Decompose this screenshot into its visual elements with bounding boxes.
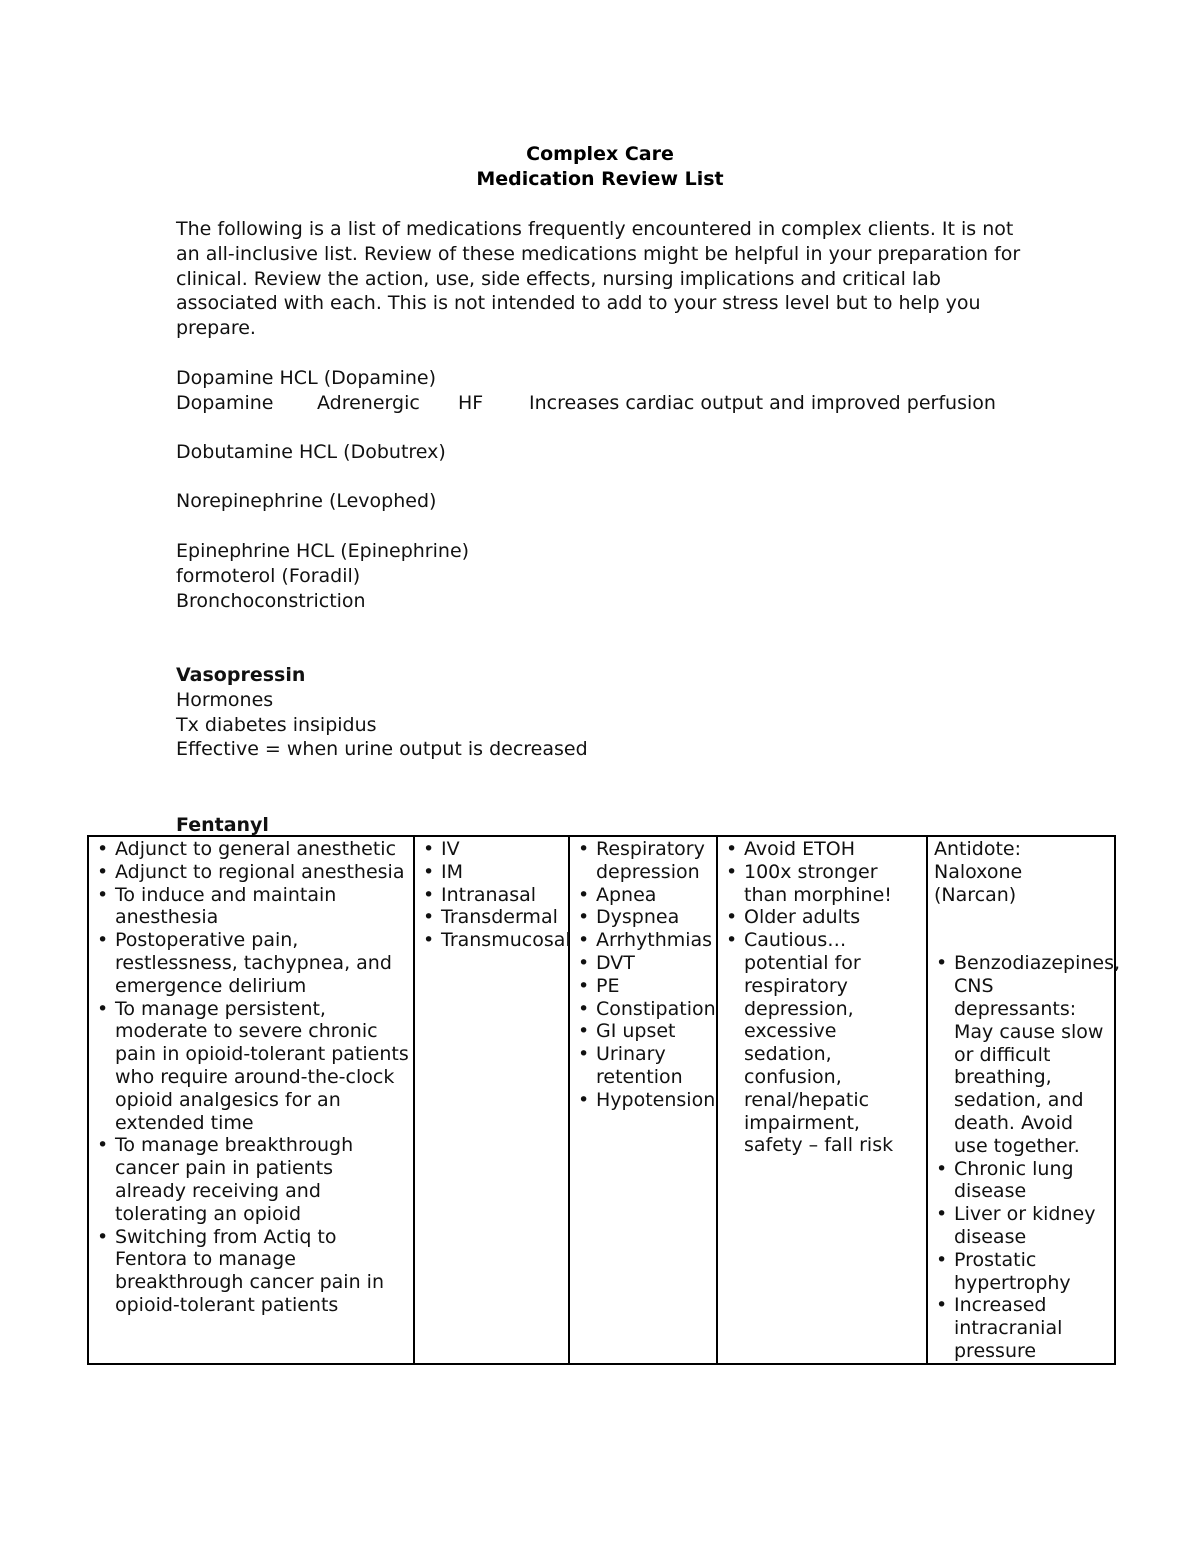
- list-item-text: Respiratory depression: [596, 838, 705, 883]
- list-item: [724, 861, 922, 907]
- list-item: [576, 1043, 712, 1089]
- intro-line: prepare.: [176, 317, 256, 340]
- vasopressin-line: Hormones: [176, 688, 274, 711]
- list-item-text: To induce and maintain anesthesia: [115, 883, 337, 929]
- epinephrine-heading: Epinephrine HCL (Epinephrine): [176, 540, 470, 562]
- bullet-icon: •: [423, 860, 435, 883]
- bullet-icon: •: [423, 838, 435, 860]
- uses-cell: [88, 836, 414, 1364]
- table-row: [88, 836, 1115, 1364]
- title-line-2: Medication Review List: [476, 168, 724, 190]
- list-item-text: Transmucosal: [441, 929, 571, 952]
- side-effects-cell: [569, 836, 717, 1364]
- bullet-icon: •: [97, 883, 109, 906]
- list-item: [576, 838, 712, 884]
- title-line-1: Complex Care: [526, 143, 674, 165]
- bullet-icon: •: [578, 1043, 590, 1066]
- dopamine-class: Adrenergic: [317, 391, 420, 414]
- list-item: [576, 906, 712, 929]
- bullet-icon: •: [726, 860, 738, 883]
- list-item: [934, 1158, 1110, 1204]
- list-item-text: Adjunct to general anesthetic: [115, 838, 397, 860]
- list-item: [421, 929, 571, 952]
- list-item: [576, 952, 712, 975]
- epinephrine-line: Bronchoconstriction: [176, 589, 366, 612]
- bullet-icon: •: [97, 1225, 109, 1248]
- bullet-icon: •: [726, 929, 738, 952]
- list-item-text: IM: [441, 860, 463, 883]
- bullet-icon: •: [97, 860, 109, 883]
- list-item: [95, 1226, 409, 1317]
- bullet-icon: •: [97, 1134, 109, 1157]
- list-item-text: Apnea: [596, 883, 657, 906]
- list-item: [934, 1294, 1110, 1362]
- bullet-icon: •: [97, 838, 109, 860]
- list-item-text: Adjunct to regional anesthesia: [115, 860, 405, 883]
- dopamine-use: HF: [458, 391, 484, 414]
- list-item-text: Avoid ETOH: [744, 838, 855, 860]
- bullet-icon: •: [936, 952, 948, 975]
- list-item-text: Switching from Actiq to Fentora to manage breakthrough cancer pain in opioid-tolerant patients: [115, 1225, 384, 1316]
- list-item: [934, 1249, 1110, 1295]
- list-item: [934, 1203, 1110, 1249]
- fentanyl-heading: Fentanyl: [176, 814, 269, 836]
- dopamine-effect: Increases cardiac output and improved perfusion: [529, 391, 996, 414]
- list-item-text: Increased intracranial pressure: [954, 1294, 1063, 1362]
- spacer: [934, 906, 1110, 952]
- bullet-icon: •: [578, 974, 590, 997]
- document-title: [0, 142, 1200, 192]
- dopamine-section: [176, 366, 1036, 416]
- epinephrine-line: formoterol (Foradil): [176, 564, 361, 587]
- list-item: [421, 838, 564, 861]
- bullet-icon: •: [578, 838, 590, 860]
- list-item-text: Older adults: [744, 906, 861, 929]
- routes-list: [421, 838, 571, 952]
- dopamine-detail-row: [176, 391, 1036, 416]
- bullet-icon: •: [578, 883, 590, 906]
- list-item-text: Cautious… potential for respiratory depression, excessive sedation, confusion, renal/hepatic impairment, safety – fall risk: [744, 929, 894, 1157]
- bullet-icon: •: [578, 1020, 590, 1043]
- list-item: [95, 929, 409, 997]
- bullet-icon: •: [423, 906, 435, 929]
- bullet-icon: •: [936, 1157, 948, 1180]
- bullet-icon: •: [726, 838, 738, 860]
- list-item: [576, 1020, 712, 1043]
- bullet-icon: •: [936, 1294, 948, 1317]
- intro-line: associated with each. This is not intended to add to your stress level but to help you: [176, 292, 981, 315]
- list-item-text: Dyspnea: [596, 906, 680, 929]
- vasopressin-line: Effective = when urine output is decreased: [176, 738, 588, 761]
- list-item: [95, 998, 409, 1135]
- intro-paragraph: [176, 217, 1036, 341]
- list-item-text: To manage breakthrough cancer pain in patients already receiving and tolerating an opioid: [115, 1134, 354, 1225]
- list-item: [421, 861, 564, 884]
- list-item-text: Prostatic hypertrophy: [954, 1248, 1071, 1294]
- list-item: [95, 884, 409, 930]
- bullet-icon: •: [578, 906, 590, 929]
- bullet-icon: •: [578, 951, 590, 974]
- uses-list: [95, 838, 409, 1317]
- list-item-text: IV: [441, 838, 460, 860]
- bullet-icon: •: [578, 997, 590, 1020]
- intro-line: an all-inclusive list. Review of these medications might be helpful in your preparation for: [176, 242, 1021, 265]
- list-item-text: DVT: [596, 951, 635, 974]
- bullet-icon: •: [936, 1203, 948, 1226]
- list-item: [95, 1134, 409, 1225]
- list-item: [576, 997, 716, 1021]
- list-item: [421, 906, 564, 929]
- list-item: [576, 1088, 716, 1112]
- list-item-text: Urinary retention: [596, 1043, 683, 1088]
- list-item-text: Postoperative pain, restlessness, tachypnea, and emergence delirium: [115, 929, 392, 997]
- interactions-list: [934, 952, 1121, 1362]
- epinephrine-section: [176, 539, 469, 613]
- list-item-text: GI upset: [596, 1020, 676, 1043]
- nursing-cell: [717, 836, 927, 1364]
- bullet-icon: •: [936, 1248, 948, 1271]
- list-item-text: To manage persistent, moderate to severe chronic pain in opioid-tolerant patients who require around-the-clock opioid analgesics for an extended time: [115, 997, 409, 1134]
- intro-line: The following is a list of medications frequently encountered in complex clients. It is not: [176, 218, 1014, 240]
- vasopressin-section: [176, 663, 588, 762]
- list-item: [576, 884, 712, 907]
- bullet-icon: •: [726, 906, 738, 929]
- list-item-text: Constipation: [596, 997, 716, 1020]
- list-item-text: Hypotension: [596, 1088, 716, 1111]
- vasopressin-line: Tx diabetes insipidus: [176, 713, 377, 736]
- list-item: [934, 952, 1121, 1157]
- list-item: [576, 975, 712, 998]
- dopamine-heading: Dopamine HCL (Dopamine): [176, 367, 436, 389]
- list-item: [724, 906, 922, 929]
- list-item-text: Benzodiazepines, CNS depressants: May cause slow or difficult breathing, sedation, and death. Avoid use together.: [954, 952, 1121, 1157]
- list-item-text: Intranasal: [441, 883, 537, 906]
- list-item: [576, 929, 712, 952]
- bullet-icon: •: [97, 929, 109, 952]
- list-item: [95, 861, 409, 884]
- antidote-cell: [927, 836, 1121, 1364]
- bullet-icon: •: [578, 929, 590, 952]
- antidote-text: Antidote: Naloxone (Narcan): [934, 838, 1023, 906]
- list-item-text: PE: [596, 974, 620, 997]
- bullet-icon: •: [97, 997, 109, 1020]
- list-item-text: Arrhythmias: [596, 929, 713, 952]
- vasopressin-heading: Vasopressin: [176, 664, 306, 686]
- nursing-list: [724, 838, 922, 1157]
- list-item-text: Chronic lung disease: [954, 1157, 1074, 1203]
- intro-line: clinical. Review the action, use, side effects, nursing implications and critical lab: [176, 267, 941, 290]
- list-item: [421, 884, 564, 907]
- dopamine-name: Dopamine: [176, 391, 274, 414]
- bullet-icon: •: [423, 929, 435, 952]
- bullet-icon: •: [578, 1088, 590, 1111]
- list-item: [724, 838, 922, 861]
- list-item-text: 100x stronger than morphine!: [744, 860, 892, 906]
- side-effects-list: [576, 838, 716, 1112]
- bullet-icon: •: [423, 883, 435, 906]
- list-item: [724, 929, 922, 1157]
- list-item: [95, 838, 409, 861]
- fentanyl-table: [87, 835, 1121, 1365]
- list-item-text: Liver or kidney disease: [954, 1203, 1096, 1248]
- list-item-text: Transdermal: [441, 906, 558, 929]
- routes-cell: [414, 836, 569, 1364]
- dobutamine-heading: Dobutamine HCL (Dobutrex): [176, 441, 446, 463]
- norepinephrine-heading: Norepinephrine (Levophed): [176, 490, 437, 512]
